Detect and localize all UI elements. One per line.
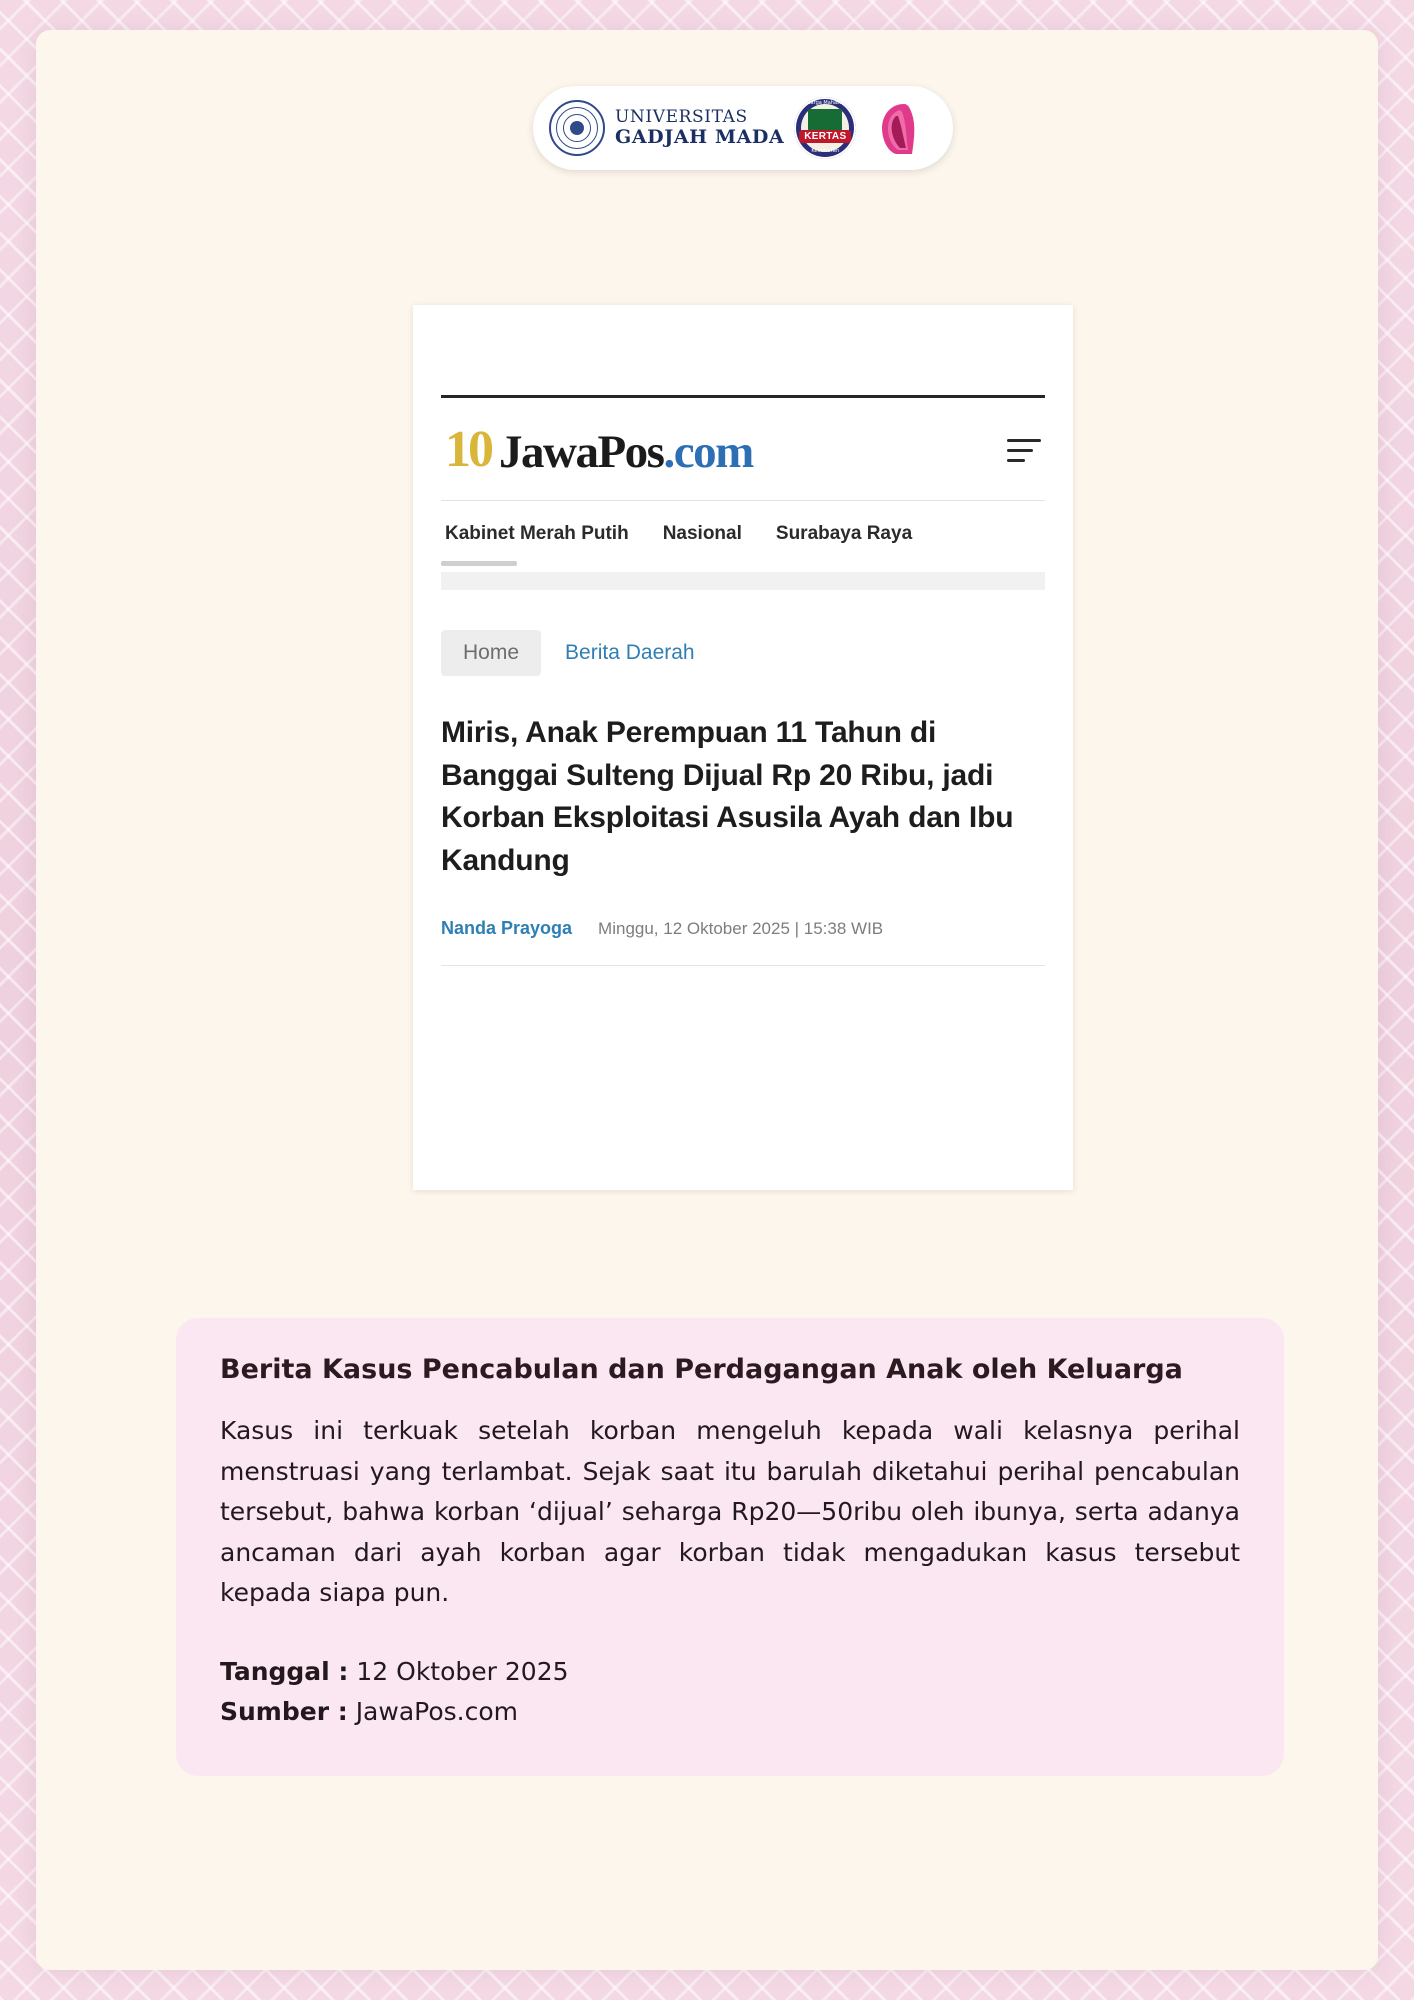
jawapos-anniversary-number: 10: [445, 421, 491, 478]
jawapos-wordmark[interactable]: [499, 426, 753, 478]
kertas-logo-icon: [794, 97, 856, 159]
kertas-label: KERTAS: [799, 130, 851, 143]
caption-panel: [176, 1318, 1284, 1776]
breadcrumb: [441, 630, 1045, 676]
caption-date-label: Tanggal :: [220, 1656, 349, 1686]
nav-active-indicator: [441, 561, 517, 566]
caption-date-value: 12 Oktober 2025: [356, 1656, 569, 1686]
ugm-line-1: UNIVERSITAS: [615, 106, 748, 127]
jawapos-domain: .com: [663, 426, 753, 478]
female-profile-icon: [866, 96, 930, 160]
news-brand-row: [441, 398, 1045, 500]
caption-source-label: Sumber :: [220, 1696, 348, 1726]
nav-item-surabaya-raya[interactable]: Surabaya Raya: [775, 523, 913, 544]
byline-author[interactable]: Nanda Prayoga: [441, 918, 573, 939]
kertas-top-text: Keluarga Mahasiswa: [799, 100, 851, 106]
ugm-wordmark: [615, 108, 784, 148]
news-byline: [441, 918, 1045, 939]
ugm-line-2: GADJAH MADA: [615, 125, 785, 148]
nav-strip: [441, 572, 1045, 590]
nav-item-kabinet-merah-putih[interactable]: Kabinet Merah Putih: [445, 523, 629, 544]
breadcrumb-berita-daerah[interactable]: Berita Daerah: [565, 641, 695, 664]
ugm-seal-icon: [549, 100, 605, 156]
content-card: [36, 30, 1378, 1970]
byline-date: Minggu, 12 Oktober 2025 | 15:38 WIB: [598, 919, 884, 939]
breadcrumb-home[interactable]: Home: [441, 630, 541, 676]
caption-meta: [220, 1652, 1240, 1732]
jawapos-name: JawaPos: [499, 426, 664, 478]
caption-source-value: JawaPos.com: [355, 1696, 518, 1726]
news-nav: [441, 501, 1045, 561]
hamburger-menu-icon[interactable]: [1007, 439, 1041, 462]
nav-item-nasional[interactable]: Nasional: [662, 523, 742, 544]
caption-source-row: [220, 1692, 1240, 1732]
news-screenshot: [413, 305, 1073, 1190]
caption-title: Berita Kasus Pencabulan dan Perdagangan Anak oleh Keluarga: [220, 1354, 1183, 1385]
caption-body: Kasus ini terkuak setelah korban mengeluh kepada wali kelasnya perihal menstruasi yang terlambat. Sejak saat itu barulah diketahui perihal pencabulan tersebut, bahwa korban ‘dijual’ seharga Rp20—50ribu oleh ibunya, serta adanya ancaman dari ayah korban agar korban tidak mengadukan kasus tersebut kepada siapa pun.: [220, 1416, 1240, 1607]
byline-divider: [441, 965, 1045, 966]
news-headline: Miris, Anak Perempuan 11 Tahun di Banggai Sulteng Dijual Rp 20 Ribu, jadi Korban Eksploitasi Asusila Ayah dan Ibu Kandung: [441, 716, 1014, 877]
logo-bar: [533, 86, 953, 170]
caption-date-row: [220, 1652, 1240, 1692]
kertas-bottom-text: Kesehatan: [811, 148, 840, 154]
